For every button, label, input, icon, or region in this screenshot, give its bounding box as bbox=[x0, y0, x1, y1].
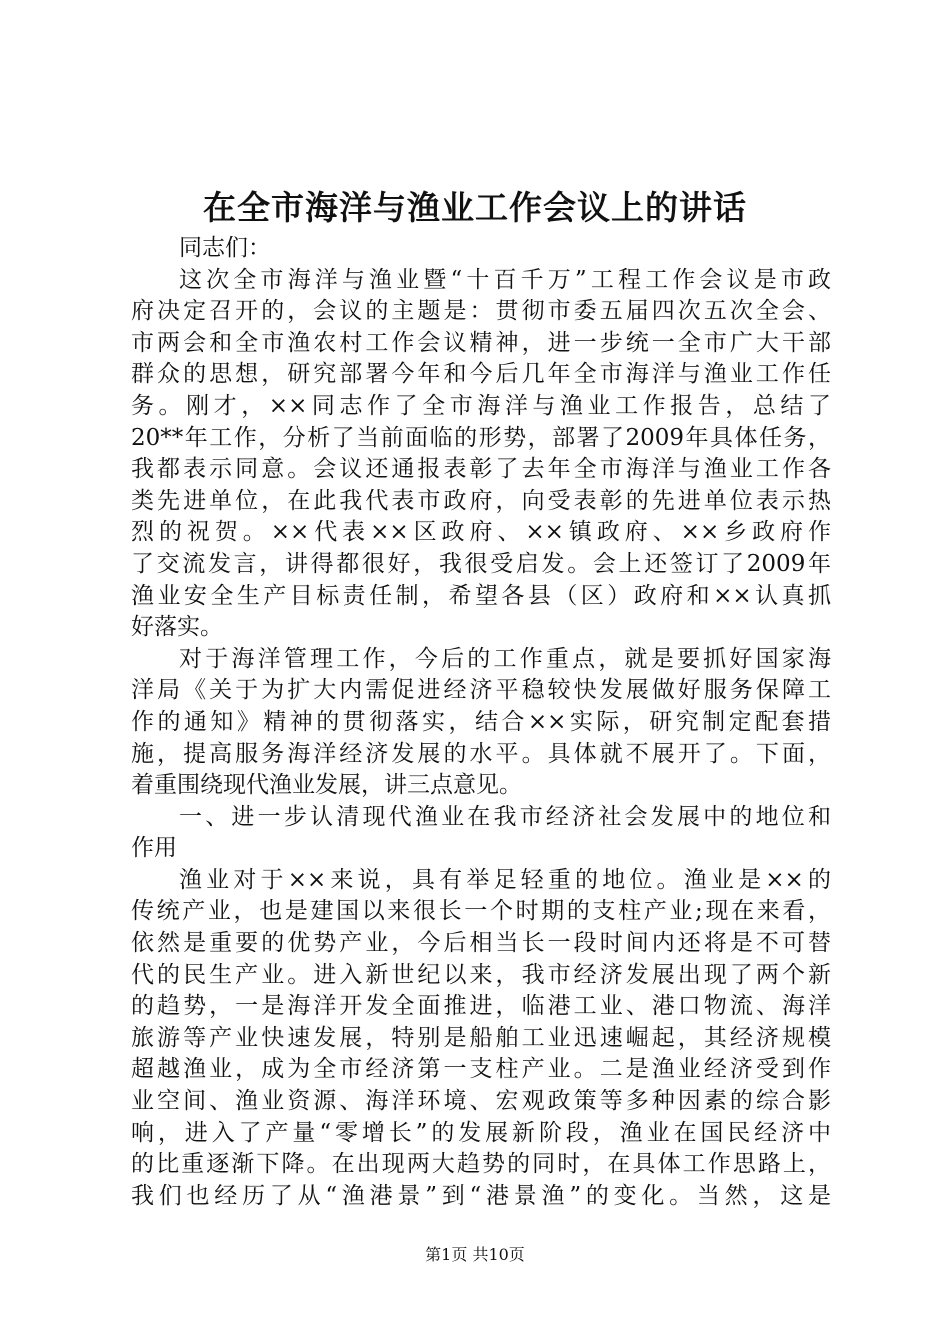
text-line: 着重围绕现代渔业发展，讲三点意见。 bbox=[131, 772, 522, 799]
text-line: 渔业安全生产目标责任制，希望各县（区）政府和××认真抓 bbox=[131, 582, 831, 609]
text-line: 群众的思想，研究部署今年和今后几年全市海洋与渔业工作任 bbox=[131, 361, 831, 388]
text-line: 好落实。 bbox=[131, 614, 223, 641]
text-line: 这次全市海洋与渔业暨“十百千万”工程工作会议是市政 bbox=[179, 266, 831, 293]
text-line: 我们也经历了从“渔港景”到“港景渔”的变化。当然，这是 bbox=[131, 1182, 831, 1209]
text-line: 业空间、渔业资源、海洋环境、宏观政策等多种因素的综合影 bbox=[131, 1088, 831, 1115]
text-line: 府决定召开的，会议的主题是：贯彻市委五届四次五次全会、 bbox=[131, 298, 831, 325]
text-line: 代的民生产业。进入新世纪以来，我市经济发展出现了两个新 bbox=[131, 961, 831, 988]
text-line: 洋局《关于为扩大内需促进经济平稳较快发展做好服务保障工 bbox=[131, 677, 831, 704]
text-line: 20**年工作，分析了当前面临的形势，部署了2009年具体任务， bbox=[131, 424, 831, 451]
text-line: 务。刚才，××同志作了全市海洋与渔业工作报告，总结了 bbox=[131, 392, 831, 419]
page-footer: 第1页 共10页 bbox=[425, 1245, 525, 1264]
text-line: 旅游等产业快速发展，特别是船舶工业迅速崛起，其经济规模 bbox=[131, 1024, 831, 1051]
text-line: 一、进一步认清现代渔业在我市经济社会发展中的地位和 bbox=[179, 803, 831, 830]
text-line: 市两会和全市渔农村工作会议精神，进一步统一全市广大干部 bbox=[131, 329, 831, 356]
text-line: 同志们： bbox=[179, 235, 271, 261]
text-line: 的比重逐渐下降。在出现两大趋势的同时，在具体工作思路上， bbox=[131, 1151, 831, 1178]
text-line: 渔业对于××来说，具有举足轻重的地位。渔业是××的 bbox=[179, 866, 831, 893]
text-line: 类先进单位，在此我代表市政府，向受表彰的先进单位表示热 bbox=[131, 487, 831, 514]
text-line: 超越渔业，成为全市经济第一支柱产业。二是渔业经济受到作 bbox=[131, 1056, 831, 1083]
text-line: 的趋势，一是海洋开发全面推进，临港工业、港口物流、海洋 bbox=[131, 993, 831, 1020]
document-body bbox=[131, 233, 831, 1212]
text-line: 我都表示同意。会议还通报表彰了去年全市海洋与渔业工作各 bbox=[131, 456, 831, 483]
text-line: 施，提高服务海洋经济发展的水平。具体就不展开了。下面， bbox=[131, 740, 831, 767]
document-title: 在全市海洋与渔业工作会议上的讲话 bbox=[203, 188, 747, 227]
text-line: 传统产业，也是建国以来很长一个时期的支柱产业;现在来看， bbox=[131, 898, 831, 925]
text-line: 响，进入了产量“零增长”的发展新阶段，渔业在国民经济中 bbox=[131, 1119, 831, 1146]
text-line: 作的通知》精神的贯彻落实，结合××实际，研究制定配套措 bbox=[131, 708, 831, 735]
text-line: 依然是重要的优势产业，今后相当长一段时间内还将是不可替 bbox=[131, 930, 831, 957]
text-line: 烈的祝贺。××代表××区政府、××镇政府、××乡政府作 bbox=[131, 519, 831, 546]
text-line: 了交流发言，讲得都很好，我很受启发。会上还签订了2009年 bbox=[131, 550, 831, 577]
text-line: 对于海洋管理工作，今后的工作重点，就是要抓好国家海 bbox=[179, 645, 831, 672]
text-line: 作用 bbox=[131, 835, 177, 862]
